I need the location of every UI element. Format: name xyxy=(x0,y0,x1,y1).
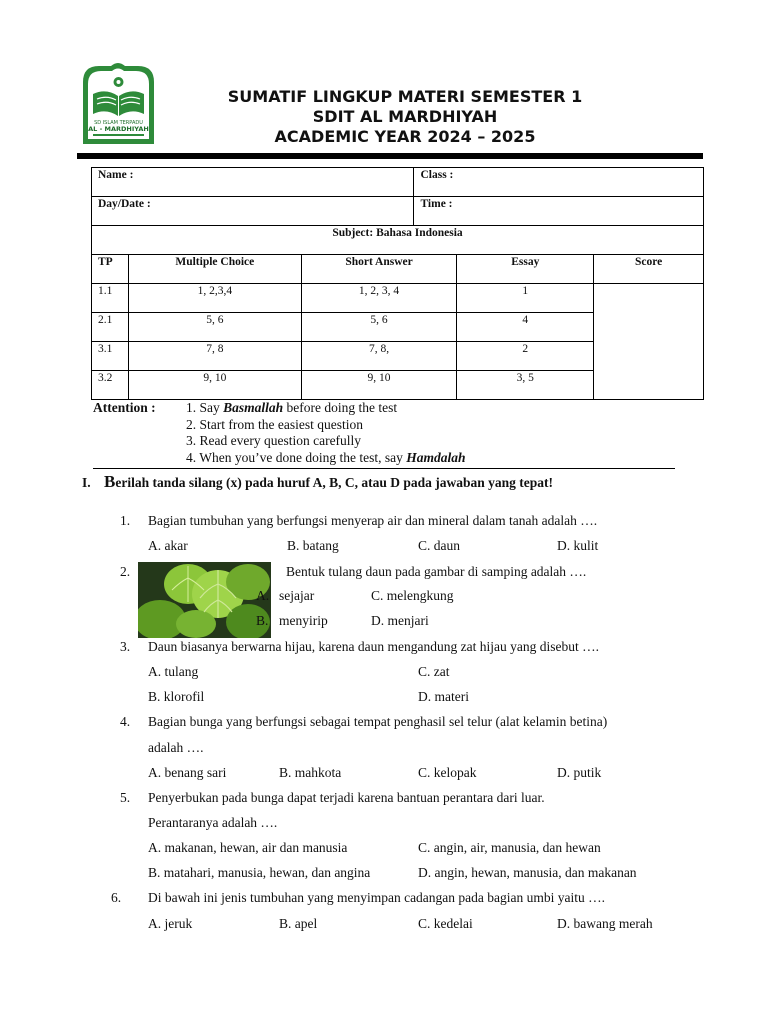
attention-item: 2. Start from the easiest question xyxy=(186,416,363,432)
mc-cell: 1, 2,3,4 xyxy=(128,284,301,313)
date-field[interactable]: Day/Date : xyxy=(92,197,414,226)
question-text: Daun biasanya berwarna hijau, karena daun mengandung zat hijau yang disebut …. xyxy=(148,639,599,654)
mc-cell: 5, 6 xyxy=(128,313,301,342)
header-school: SDIT AL MARDHIYAH xyxy=(312,107,498,126)
attention-label: Attention : xyxy=(93,400,156,415)
option-b[interactable]: B. batang xyxy=(287,538,339,553)
betel-leaf-image xyxy=(138,562,271,638)
header-line1: SUMATIF LINGKUP MATERI SEMESTER 1 xyxy=(227,87,583,106)
attention-item: 3. Read every question carefully xyxy=(186,433,362,448)
question-number: 2. xyxy=(120,564,131,579)
subject-cell: Subject: Bahasa Indonesia xyxy=(92,226,704,255)
section-divider xyxy=(93,468,675,469)
question-text-cont: Perantaranya adalah …. xyxy=(148,815,278,830)
col-tp: TP xyxy=(92,255,129,284)
option-b[interactable]: B. mahkota xyxy=(279,765,342,780)
score-cell[interactable] xyxy=(594,284,704,400)
question-text: Bagian tumbuhan yang berfungsi menyerap air dan mineral dalam tanah adalah …. xyxy=(148,513,598,528)
option-c[interactable]: C. melengkung xyxy=(371,588,454,603)
option-c[interactable]: C. daun xyxy=(418,538,460,553)
option-c[interactable]: C. angin, air, manusia, dan hewan xyxy=(418,840,601,855)
option-a[interactable]: A. akar xyxy=(148,538,188,553)
question-number: 3. xyxy=(120,639,131,654)
tp-cell: 1.1 xyxy=(92,284,129,313)
essay-cell: 3, 5 xyxy=(457,371,594,400)
option-a[interactable]: A. jeruk xyxy=(148,916,193,931)
question-number: 5. xyxy=(120,790,131,805)
option-d[interactable]: D. putik xyxy=(557,765,602,780)
question-number: 1. xyxy=(120,513,131,528)
question-text: Di bawah ini jenis tumbuhan yang menyimpan cadangan pada bagian umbi yaitu …. xyxy=(148,890,606,905)
option-c[interactable]: C. kelopak xyxy=(418,765,477,780)
school-logo xyxy=(79,60,158,147)
option-a[interactable]: A. benang sari xyxy=(148,765,227,780)
option-c[interactable]: C. kedelai xyxy=(418,916,473,931)
tp-cell: 3.1 xyxy=(92,342,129,371)
tp-cell: 3.2 xyxy=(92,371,129,400)
col-score: Score xyxy=(594,255,704,284)
header-divider xyxy=(77,153,703,159)
name-field[interactable]: Name : xyxy=(92,168,414,197)
attention-item: 4. When you’ve done doing the test, say Hamdalah xyxy=(186,449,466,465)
option-d[interactable]: D. bawang merah xyxy=(557,916,653,931)
table-header-row xyxy=(92,255,704,284)
class-field[interactable]: Class : xyxy=(414,168,704,197)
star-icon xyxy=(114,77,124,87)
question-number: 6. xyxy=(111,890,122,905)
col-short-answer: Short Answer xyxy=(301,255,457,284)
option-d[interactable]: D. kulit xyxy=(557,538,599,553)
mc-cell: 7, 8 xyxy=(128,342,301,371)
option-b-letter: B. xyxy=(256,613,269,628)
option-b[interactable]: B. klorofil xyxy=(148,689,205,704)
short-answer-cell: 1, 2, 3, 4 xyxy=(301,284,457,313)
option-a[interactable]: A. makanan, hewan, air dan manusia xyxy=(148,840,348,855)
option-a-letter: A. xyxy=(256,588,270,603)
section-number: I. xyxy=(82,475,91,490)
table-row xyxy=(92,284,704,313)
question-text: Bentuk tulang daun pada gambar di samping adalah …. xyxy=(286,564,587,579)
short-answer-cell: 9, 10 xyxy=(301,371,457,400)
option-a[interactable]: A. tulang xyxy=(148,664,199,679)
essay-cell: 1 xyxy=(457,284,594,313)
tp-cell: 2.1 xyxy=(92,313,129,342)
option-b[interactable]: B. apel xyxy=(279,916,318,931)
short-answer-cell: 7, 8, xyxy=(301,342,457,371)
short-answer-cell: 5, 6 xyxy=(301,313,457,342)
option-a[interactable]: sejajar xyxy=(279,588,315,603)
option-b[interactable]: menyirip xyxy=(279,613,328,628)
essay-cell: 2 xyxy=(457,342,594,371)
col-multiple-choice: Multiple Choice xyxy=(128,255,301,284)
time-field[interactable]: Time : xyxy=(414,197,704,226)
essay-cell: 4 xyxy=(457,313,594,342)
table-row xyxy=(92,168,704,197)
option-d[interactable]: D. materi xyxy=(418,689,469,704)
question-number: 4. xyxy=(120,714,131,729)
header xyxy=(170,87,640,147)
attention-item: 1. Say Basmallah before doing the test xyxy=(186,400,398,415)
logo-line1: SD ISLAM TERPADU xyxy=(94,120,143,126)
option-d[interactable]: D. menjari xyxy=(371,613,429,628)
option-d[interactable]: D. angin, hewan, manusia, dan makanan xyxy=(418,865,637,880)
option-b[interactable]: B. matahari, manusia, hewan, dan angina xyxy=(148,865,371,880)
table-row xyxy=(92,197,704,226)
section-instruction: I. Berilah tanda silang (x) pada huruf A, B, C, atau D pada jawaban yang tepat! xyxy=(82,472,554,491)
table-row xyxy=(92,226,704,255)
logo-line2: AL - MARDHIYAH xyxy=(88,125,149,133)
col-essay: Essay xyxy=(457,255,594,284)
option-c[interactable]: C. zat xyxy=(418,664,450,679)
header-year: ACADEMIC YEAR 2024 – 2025 xyxy=(274,127,536,146)
mc-cell: 9, 10 xyxy=(128,371,301,400)
attention-list xyxy=(186,400,586,466)
info-table xyxy=(91,167,704,400)
question-text: Penyerbukan pada bunga dapat terjadi karena bantuan perantara dari luar. xyxy=(148,790,545,805)
question-text: Bagian bunga yang berfungsi sebagai tempat penghasil sel telur (alat kelamin betina) xyxy=(148,714,608,729)
question-text-cont: adalah …. xyxy=(148,740,204,755)
